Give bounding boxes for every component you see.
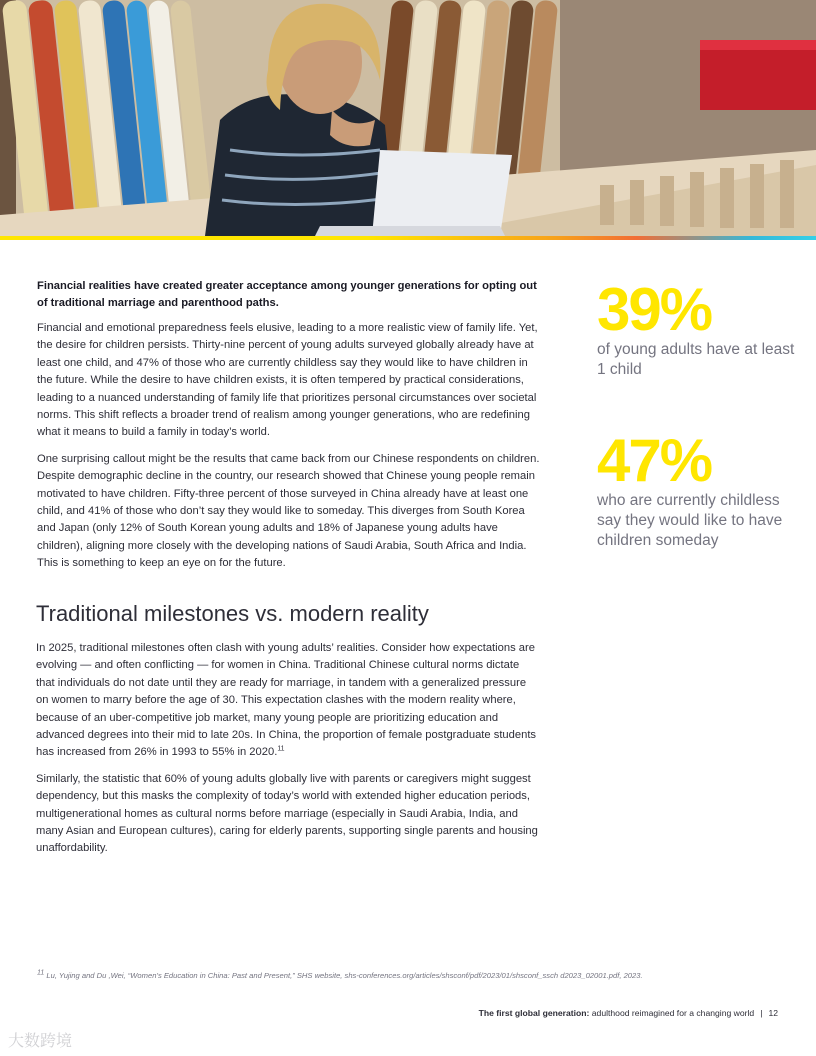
- footnote-text: Lu, Yujing and Du ,Wei, “Women’s Education in China: Past and Present,” SHS website, shs-conferences.org/articles/shsconf/pdf/2023/01/shsconf_ssch d2023_02001.pdf, 2023.: [44, 971, 643, 980]
- watermark: 大数跨境: [8, 1033, 73, 1050]
- section-paragraph-1-text: In 2025, traditional milestones often clash with young adults’ realities. Consider how expectations are evolving — and often conflicting — for women in China. Traditional Chinese cultural norms dictate that individuals do not date until they are ready for marriage, in tandem with a generalized pressure on women to marry before the age of 30. This expectation clashes with the modern reality where, because of an uber-competitive job market, many young people are prioritizing education and advanced degrees into their mid to late 20s. In China, the proportion of female postgraduate students has increased from 26% in 1993 to 55% in 2020.: [36, 642, 537, 759]
- stat-value-2: 47%: [597, 427, 712, 494]
- section-paragraph-1: [36, 640, 540, 762]
- stat-description-1: of young adults have at least 1 child: [597, 341, 795, 378]
- section-heading: Traditional milestones vs. modern reality: [36, 601, 429, 626]
- red-toolbox: [700, 40, 816, 110]
- stat-value-1: 39%: [597, 276, 712, 343]
- main-column: [37, 278, 541, 582]
- stat-callout-1: [597, 276, 797, 380]
- stat-description-2: who are currently childless say they would like to have children someday: [597, 492, 783, 549]
- hero-accent-stripe: [0, 236, 816, 240]
- hero-photo: [0, 0, 816, 236]
- section-milestones: [36, 600, 540, 867]
- body-paragraph-1: Financial and emotional preparedness feels elusive, leading to a more realistic view of family life. Yet, the desire for children persists. Thirty-nine percent of young adults surveyed globally already have at least one child, and 47% of those who are currently childless say they would like to have children in the future. While the desire to have children exists, it is often tempered by practical considerations, leading to a nuanced understanding of family life that prioritizes personal circumstances over societal norms. This shift reflects a broader trend of realism among younger generations, who are redefining what it means to build a family in today’s world.: [37, 322, 538, 439]
- lead-paragraph: Financial realities have created greater acceptance among younger generations for opting out of traditional marriage and parenthood paths.: [37, 280, 537, 309]
- footer-title-rest: adulthood reimagined for a changing world: [589, 1008, 755, 1018]
- body-paragraph-2: One surprising callout might be the results that came back from our Chinese respondents on children. Despite demographic decline in the country, our research showed that Chinese young people remain motivated to have children. Fifty-three percent of those surveyed in China already have at least one child, and 41% of those who don’t say they would like to someday. This diverges from South Korea and Japan (only 12% of South Korean young adults and 18% of Japanese young adults have children), aligning more closely with the developing nations of Saudi Arabia, South Africa and India. This is something to keep an eye on for the future.: [37, 452, 540, 570]
- stat-callout-2: [597, 427, 797, 551]
- footer-title-bold: The first global generation:: [478, 1008, 590, 1018]
- section-paragraph-2: Similarly, the statistic that 60% of young adults globally live with parents or caregivers might suggest dependency, but this masks the complexity of today’s world with extended higher education periods, multigenerational homes as cultural norms before marriage (especially in Saudi Arabia, India, and many Asian and European cultures), caring for elderly parents, supporting single parents and housing unaffordability.: [36, 772, 538, 855]
- page-number: 12: [768, 1008, 778, 1018]
- footer-separator: |: [760, 1008, 763, 1018]
- footnote: [37, 970, 797, 982]
- hero-illustration: [0, 0, 816, 236]
- footnote-number: 11: [37, 969, 45, 977]
- page-footer: [479, 1008, 778, 1018]
- footnote-reference[interactable]: 11: [277, 745, 285, 753]
